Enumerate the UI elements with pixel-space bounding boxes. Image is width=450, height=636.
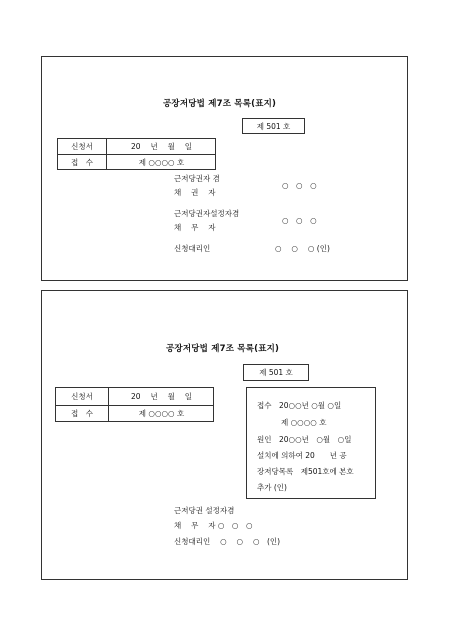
- receipt-label: 접 수: [71, 157, 93, 167]
- form-cover-panel-top: [41, 56, 408, 281]
- registry-number: 제 501 호: [256, 121, 291, 131]
- creditor-name: ○ ○ ○: [282, 181, 317, 190]
- receipt-label: 접 수: [71, 409, 93, 418]
- form-cover-panel-bottom: [41, 290, 408, 580]
- note-line: 장저당목록 제501호에 본호: [257, 467, 354, 476]
- application-date: 20 년 월 일: [131, 142, 192, 151]
- debtor-name: ○ ○ ○: [282, 216, 317, 225]
- note-line: 접수 20○○년 ○월 ○일: [257, 401, 342, 410]
- registration-note-box: [246, 387, 376, 499]
- setter-label-line2: 채 무 자 ○ ○ ○: [174, 521, 253, 530]
- receipt-number: 제 ○○○○ 호: [138, 157, 185, 167]
- application-table: [55, 387, 214, 422]
- note-line: 원인 20○○년 ○월 ○일: [257, 435, 352, 444]
- agent-label: 신청대리인: [174, 244, 211, 253]
- note-line: 설치에 의하여 20 년 공: [257, 451, 347, 460]
- form-title: 공장저당법 제7조 목록(표지): [166, 344, 280, 354]
- creditor-label-line1: 근저당권자 겸: [174, 174, 220, 183]
- receipt-number: 제 ○○○○ 호: [138, 409, 185, 418]
- agent-name: ○ ○ ○ (인): [275, 244, 330, 253]
- setter-label-line1: 근저당권 설정자겸: [174, 506, 235, 515]
- registry-number-box: [243, 364, 309, 381]
- creditor-label-line2: 채 권 자: [174, 188, 216, 197]
- application-label: 신청서: [71, 392, 93, 401]
- debtor-label-line2: 채 무 자: [174, 223, 216, 232]
- application-date: 20 년 월 일: [131, 392, 192, 401]
- debtor-label-line1: 근저당권자설정자겸: [174, 209, 240, 218]
- registry-number: 제 501 호: [259, 368, 293, 377]
- application-label: 신청서: [71, 142, 93, 151]
- note-line: 추가 (인): [257, 483, 287, 492]
- note-line: 제 ○○○○ 호: [281, 418, 327, 427]
- form-title: 공장저당법 제7조 목록(표지): [163, 99, 277, 109]
- application-table: [57, 138, 216, 170]
- agent-line: 신청대리인 ○ ○ ○ (인): [174, 537, 281, 546]
- registry-number-box: [242, 118, 305, 134]
